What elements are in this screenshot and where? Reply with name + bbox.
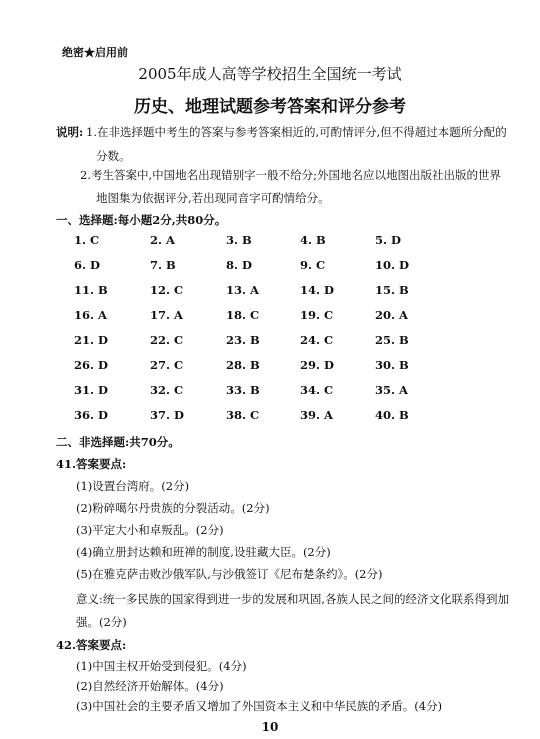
answer-cell: 35. A (375, 383, 408, 397)
answer-cell: 28. B (226, 358, 260, 372)
answer-cell: 21. D (74, 333, 108, 347)
note-2-line-1: 2.考生答案中,中国地名出现错别字一般不给分;外国地名应以地图出版社出版的世界 (80, 168, 501, 182)
answer-cell: 9. C (300, 258, 326, 272)
answer-cell: 29. D (300, 358, 334, 372)
note-2-line-2: 地图集为依据评分,若出现同音字可酌情给分。 (96, 191, 330, 205)
q42-point-2: (2)自然经济开始解体。(4分) (76, 679, 224, 693)
answer-cell: 16. A (74, 308, 107, 322)
answer-cell: 39. A (300, 408, 333, 422)
answer-cell: 24. C (300, 333, 334, 347)
note-1-line-2: 分数。 (96, 149, 131, 163)
note-1-line-1: 1.在非选择题中考生的答案与参考答案相近的,可酌情评分,但不得超过本题所分配的 (86, 125, 507, 139)
notes-label: 说明: (56, 125, 84, 139)
answer-cell: 5. D (375, 233, 401, 247)
answer-cell: 25. B (375, 333, 409, 347)
question-41-label: 41.答案要点: (56, 457, 127, 471)
answer-cell: 14. D (300, 283, 334, 297)
q41-meaning-line-2: 强。(2分) (76, 615, 127, 629)
answer-cell: 13. A (226, 283, 259, 297)
subject-title: 历史、地理试题参考答案和评分参考 (134, 97, 406, 117)
answer-cell: 27. C (150, 358, 184, 372)
answer-cell: 34. C (300, 383, 334, 397)
q42-point-1: (1)中国主权开始受到侵犯。(4分) (76, 659, 247, 673)
q41-point-4: (4)确立册封达赖和班禅的制度,设驻藏大臣。(2分) (76, 545, 331, 559)
answer-cell: 12. C (150, 283, 184, 297)
q42-point-3: (3)中国社会的主要矛盾又增加了外国资本主义和中华民族的矛盾。(4分) (76, 699, 443, 713)
answer-cell: 4. B (300, 233, 326, 247)
section-2-heading: 二、非选择题:共70分。 (56, 435, 180, 449)
q41-point-5: (5)在雅克萨击败沙俄军队,与沙俄签订《尼布楚条约》。(2分) (76, 567, 383, 581)
answer-cell: 40. B (375, 408, 409, 422)
q41-point-2: (2)粉碎噶尔丹贵族的分裂活动。(2分) (76, 501, 270, 515)
section-1-heading: 一、选择题:每小题2分,共80分。 (56, 213, 227, 227)
answer-cell: 38. C (226, 408, 260, 422)
q41-meaning-line-1: 意义:统一多民族的国家得到进一步的发展和巩固,各族人民之间的经济文化联系得到加 (76, 592, 510, 606)
answer-cell: 19. C (300, 308, 334, 322)
answer-cell: 36. D (74, 408, 108, 422)
answer-cell: 17. A (150, 308, 183, 322)
q41-point-1: (1)设置台湾府。(2分) (76, 479, 190, 493)
answer-cell: 20. A (375, 308, 408, 322)
answer-cell: 6. D (74, 258, 100, 272)
confidential-label: 绝密★启用前 (62, 46, 128, 59)
question-42-label: 42.答案要点: (56, 638, 127, 652)
q41-point-3: (3)平定大小和卓叛乱。(2分) (76, 523, 224, 537)
answer-cell: 33. B (226, 383, 260, 397)
answer-cell: 18. C (226, 308, 260, 322)
answer-cell: 3. B (226, 233, 252, 247)
answer-cell: 10. D (375, 258, 409, 272)
answer-cell: 15. B (375, 283, 409, 297)
answer-cell: 1. C (74, 233, 100, 247)
exam-title: 2005年成人高等学校招生全国统一考试 (138, 65, 402, 83)
answer-cell: 23. B (226, 333, 260, 347)
answer-cell: 31. D (74, 383, 108, 397)
answer-cell: 11. B (74, 283, 108, 297)
answer-cell: 30. B (375, 358, 409, 372)
answer-cell: 8. D (226, 258, 252, 272)
page-number: 10 (261, 720, 279, 734)
answer-cell: 26. D (74, 358, 108, 372)
answer-cell: 7. B (150, 258, 176, 272)
answer-cell: 22. C (150, 333, 184, 347)
answer-cell: 32. C (150, 383, 184, 397)
answer-cell: 2. A (150, 233, 175, 247)
answer-cell: 37. D (150, 408, 184, 422)
